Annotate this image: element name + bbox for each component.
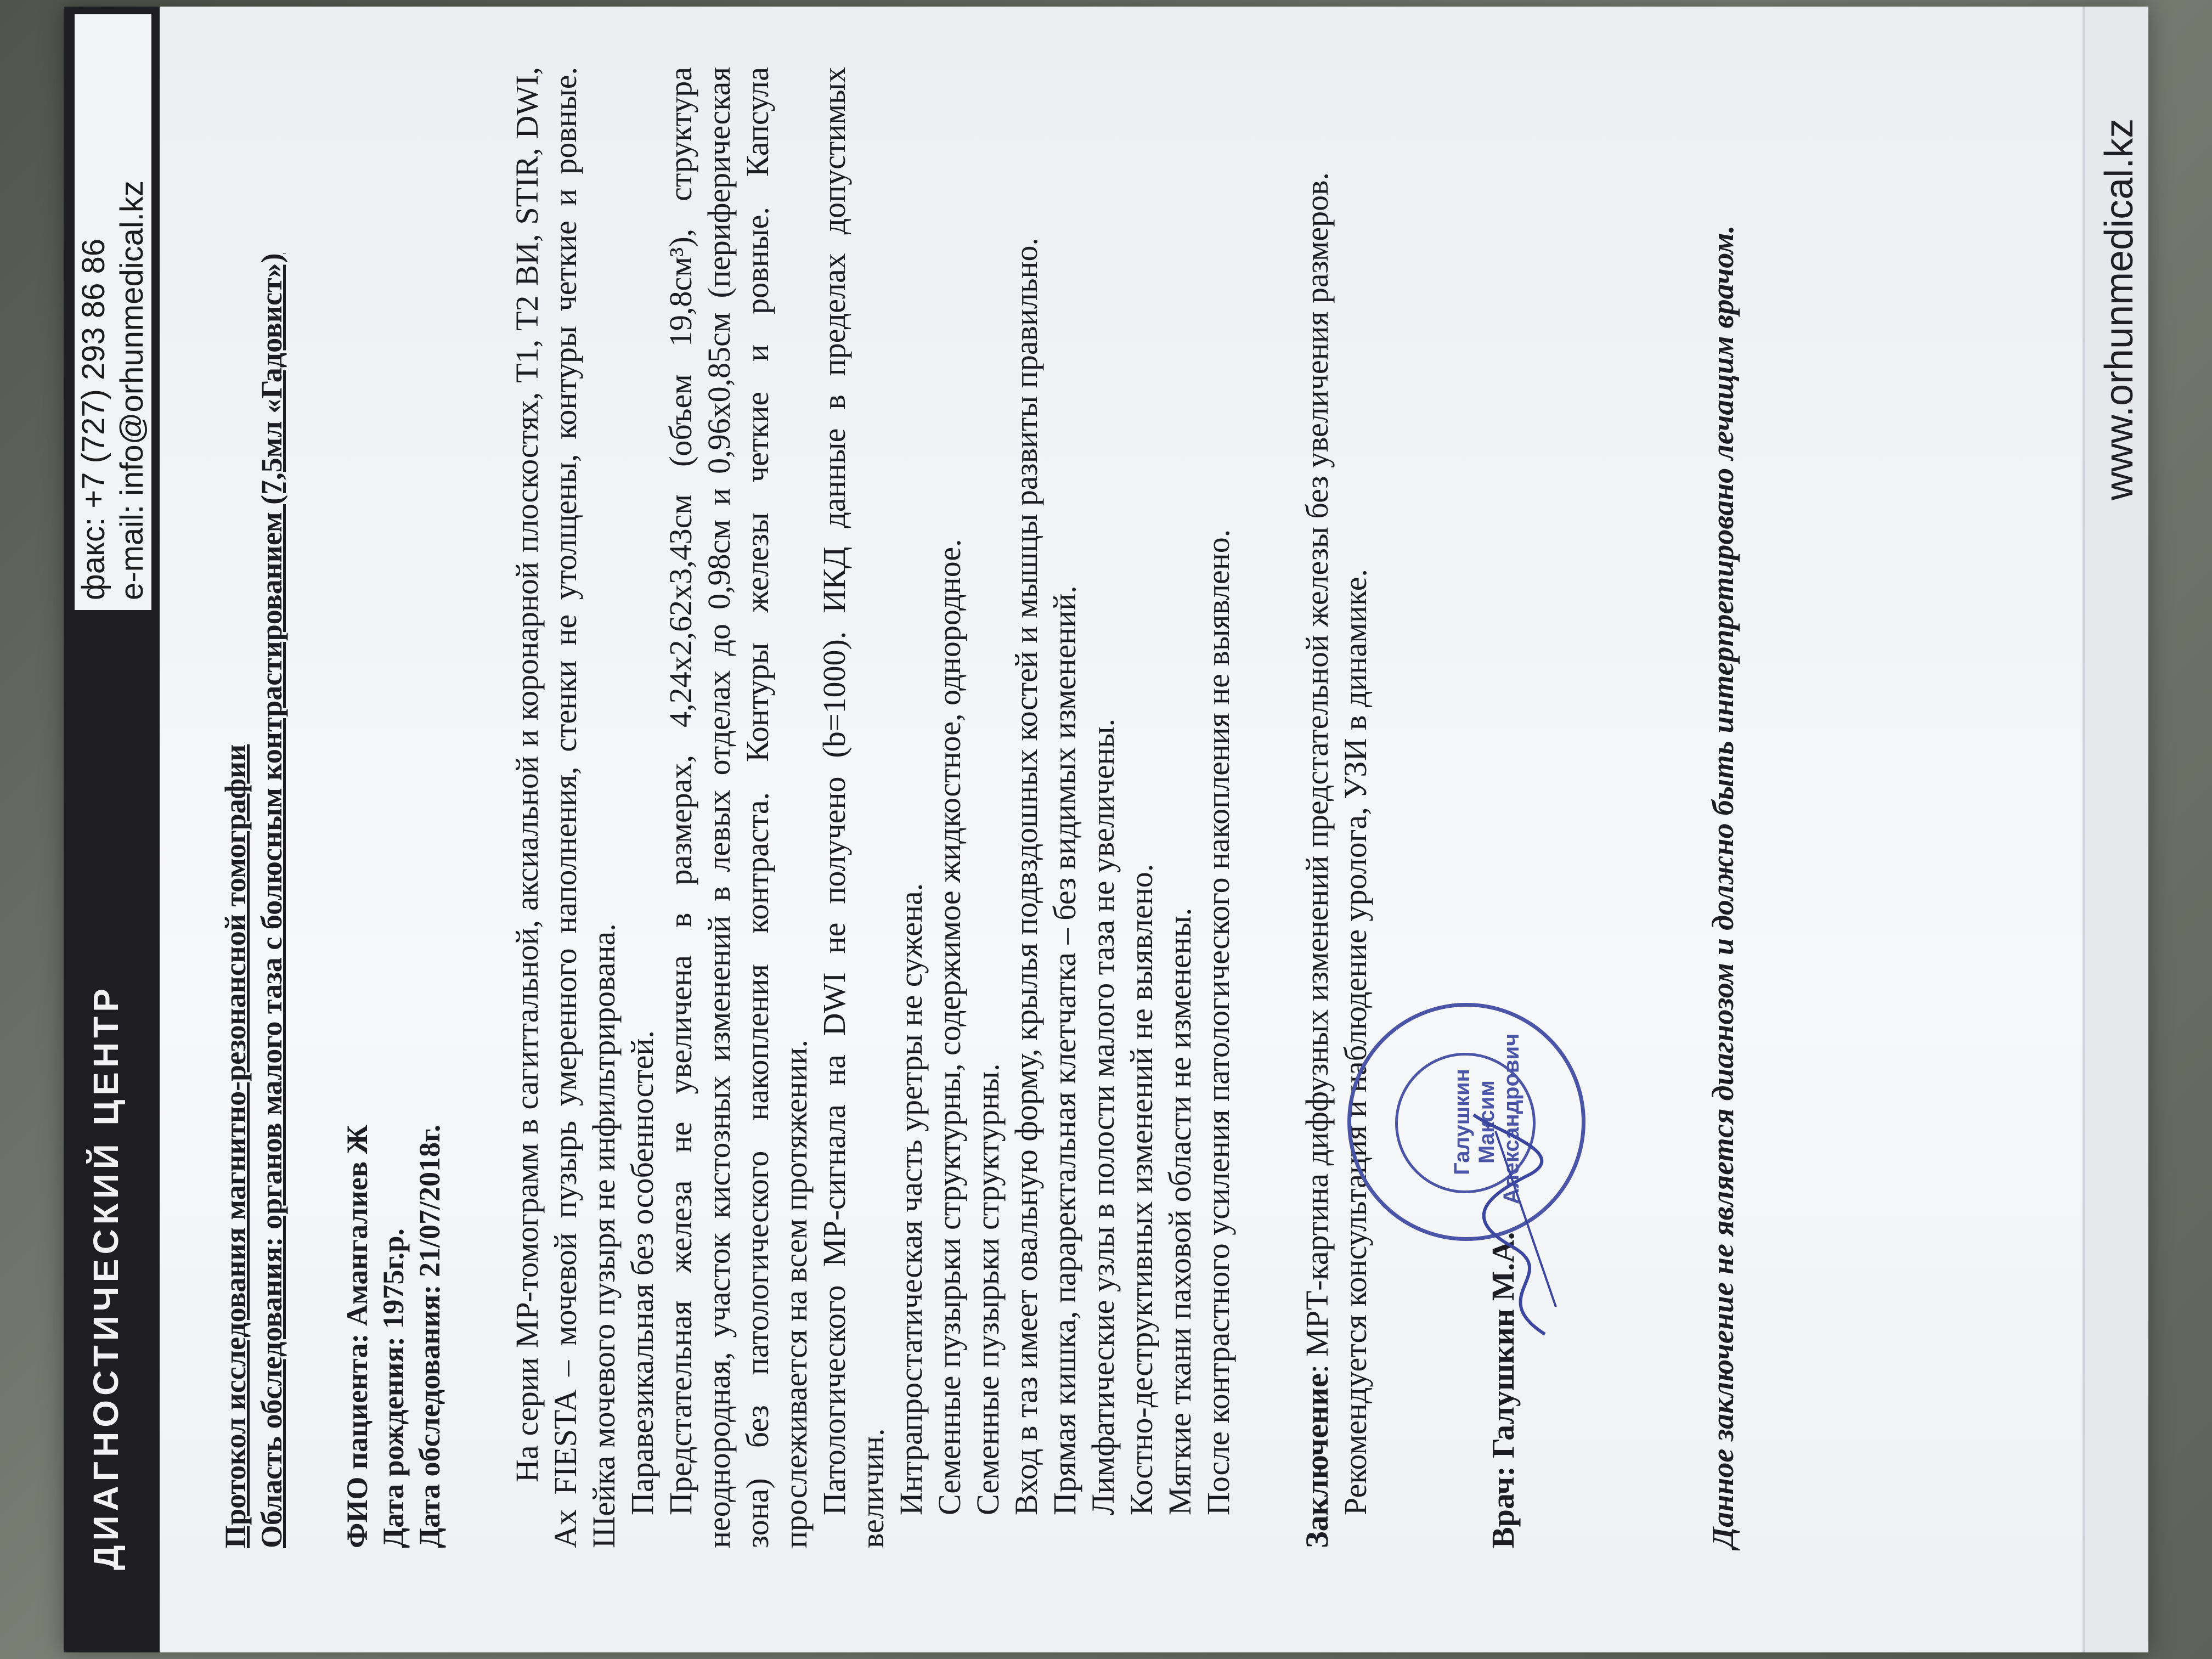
finding-paragraph: Мягкие ткани паховой области не изменены. xyxy=(1162,907,1198,1515)
conclusion xyxy=(1298,67,1375,1548)
finding-paragraph: Костно-деструктивных изменений не выявлено. xyxy=(1124,864,1159,1515)
email-address: e-mail: info@orhunmedical.kz xyxy=(114,180,150,600)
finding-paragraph: Вход в таз имеет овальную форму, крылья подвздошных костей и мышцы развиты правильно. xyxy=(1008,238,1044,1515)
medical-report-page xyxy=(64,7,2148,1652)
footer-band xyxy=(2083,7,2148,1652)
brand-name: ДИАГНОСТИЧЕСКИЙ ЦЕНТР xyxy=(86,984,126,1570)
disclaimer: Данное заключение не является диагнозом и должно быть интерпретировано лечащим врачом. xyxy=(1706,225,1740,1548)
doctor-name: Врач: Галушкин М.А. xyxy=(1485,1232,1521,1548)
exam-date: Дата обследования: 21/07/2018г. xyxy=(413,1125,446,1548)
recommendation: Рекомендуется консультация и наблюдение уролога, УЗИ в динамике. xyxy=(1338,569,1373,1515)
report-title-block xyxy=(217,67,290,1548)
conclusion-text: : МРТ-картина диффузных изменений предстательной железы без увеличения размеров. xyxy=(1299,172,1335,1374)
conclusion-label: Заключение xyxy=(1299,1373,1335,1548)
finding-paragraph: На серии МР-томограмм в сагиттальной, аксиальной и коронарной плоскостях, T1, T2 ВИ, STIR, DWI, Ax FIESTA – мочевой пузырь умеренного наполнения, стенки не утолщены, контуры четкие и ровные. Шейка мочевого пузыря не инфильтрирована. xyxy=(509,67,622,1548)
report-content xyxy=(217,67,1742,1548)
fax-number: факс: +7 (727) 293 86 86 xyxy=(76,238,111,600)
patient-name: ФИО пациента: Амангалиев Ж xyxy=(341,1125,374,1548)
exam-area: Область обследования: органов малого таза с болюсным контрастированием (7,5мл «Гадовист») xyxy=(255,253,288,1548)
finding-paragraph: Семенные пузырьки структурны. xyxy=(970,1063,1006,1515)
stamp-text: Галушкин Максим Александрович xyxy=(1450,1033,1523,1204)
finding-paragraph: Паравезикальная без особенностей. xyxy=(624,1030,660,1515)
finding-paragraph: Интрапростатическая часть уретры не сужена. xyxy=(893,883,929,1515)
patient-info xyxy=(339,67,448,1548)
finding-paragraph: После контрастного усиления патологического накопления не выявлено. xyxy=(1200,529,1236,1515)
finding-paragraph: Предстательная железа не увеличена в размерах, 4,24х2,62х3,43см (объем 19,8см³), структура неоднородная, участок кистозных изменений в левых отделах до 0,98см и 0,96х0,85см (периферическая зона) без патологического накопления контраста. Контуры железы четкие и ровные. Капсула прослеживается на всем протяжении. xyxy=(663,67,814,1548)
website-url: www.orhunmedical.kz xyxy=(2097,118,2141,500)
patient-birth-date: Дата рождения: 1975г.р. xyxy=(377,1228,410,1548)
doctor-signature-block xyxy=(1450,67,1666,1548)
finding-paragraph: Патологического МР-сигнала на DWI не получено (b=1000). ИКД данные в пределах допустимых величин. xyxy=(816,67,890,1548)
protocol-title: Протокол исследования магнитно-резонансной томографии xyxy=(219,744,252,1548)
finding-paragraph: Лимфатические узлы в полости малого таза не увеличены. xyxy=(1085,718,1121,1515)
contact-block xyxy=(75,14,151,610)
finding-paragraph: Прямая кишка, параректальная клетчатка – без видимых изменений. xyxy=(1047,585,1082,1515)
findings xyxy=(508,67,1238,1548)
finding-paragraph: Семенные пузырьки структурны, содержимое жидкостное, однородное. xyxy=(932,539,967,1515)
handwritten-signature xyxy=(1463,1109,1572,1340)
